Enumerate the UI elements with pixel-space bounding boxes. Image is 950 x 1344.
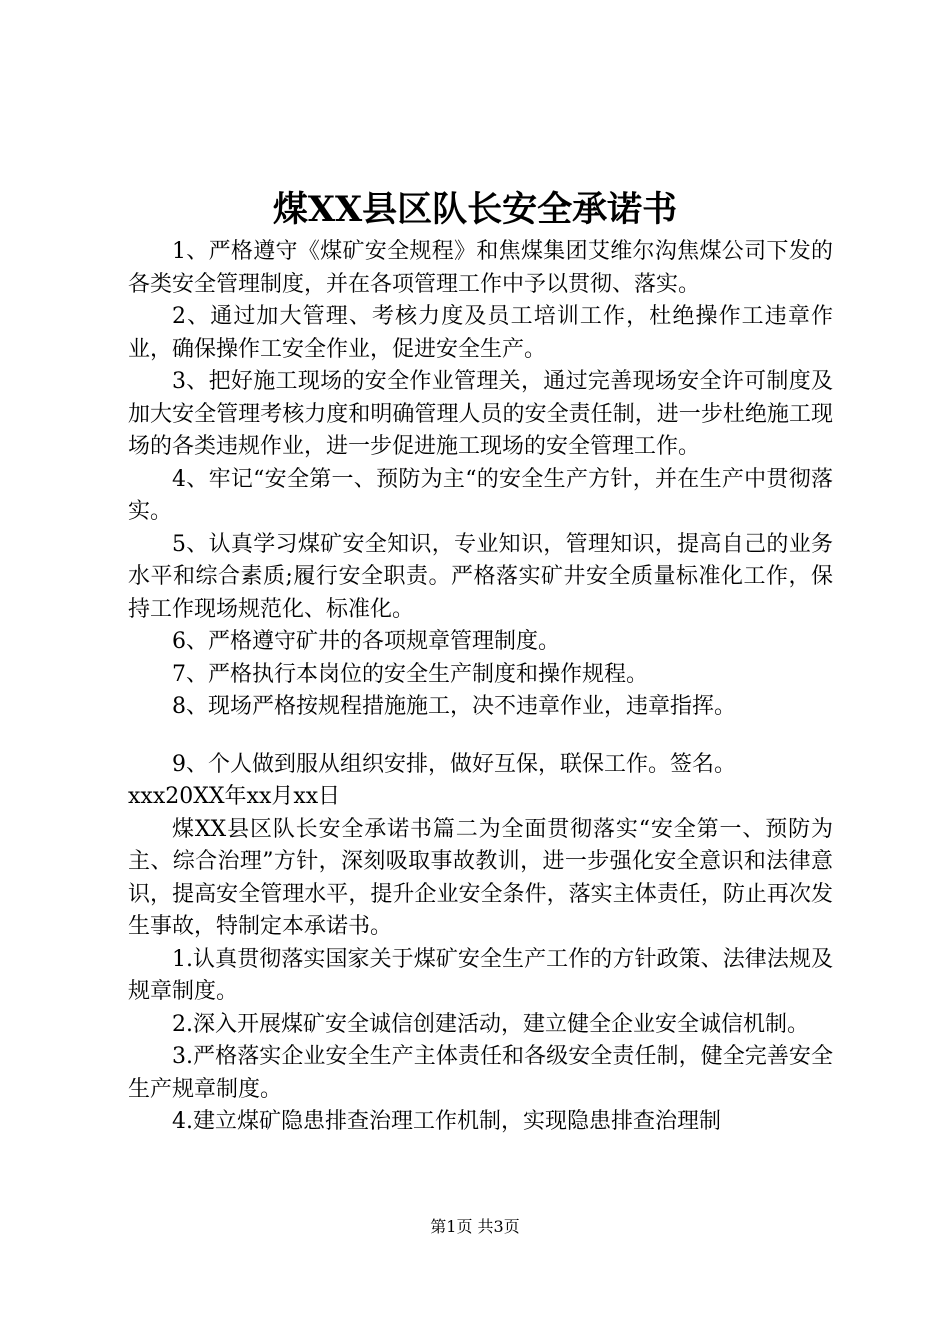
paragraph-8: 8、现场严格按规程措施施工，决不违章作业，违章指挥。 bbox=[172, 694, 736, 719]
paragraph-3: 3、把好施工现场的安全作业管理关，通过完善现场安全许可制度及加大安全管理考核力度和明确管理人员的安全责任制，进一步杜绝施工现场的各类违规作业，进一步促进施工现场的安全管理工作。 bbox=[128, 369, 833, 459]
paragraph-2: 2、通过加大管理、考核力度及员工培训工作，杜绝操作工违章作业，确保操作工安全作业，促进安全生产。 bbox=[128, 304, 833, 362]
paragraph-6: 6、严格遵守矿井的各项规章管理制度。 bbox=[172, 629, 560, 654]
page-title: 煤XX县区队长安全承诺书 bbox=[272, 189, 678, 230]
paragraph-9: 9、个人做到服从组织安排，做好互保，联保工作。签名。 bbox=[172, 751, 736, 777]
page-footer: 第1页 共3页 bbox=[430, 1217, 520, 1236]
paragraph-commit-3: 3.严格落实企业安全生产主体责任和各级安全责任制，健全完善安全生产规章制度。 bbox=[128, 1044, 833, 1102]
paragraph-commit-2: 2.深入开展煤矿安全诚信创建活动，建立健全企业安全诚信机制。 bbox=[172, 1011, 809, 1037]
paragraph-5: 5、认真学习煤矿安全知识，专业知识，管理知识，提高自己的业务水平和综合素质;履行安全职责。严格落实矿井安全质量标准化工作，保持工作现场规范化、标准化。 bbox=[128, 531, 833, 622]
paragraph-4: 4、牢记“安全第一、预防为主“的安全生产方针，并在生产中贯彻落实。 bbox=[128, 466, 833, 524]
paragraph-part-two-intro: 煤XX县区队长安全承诺书篇二为全面贯彻落实“安全第一、预防为主、综合治理”方针，深刻吸取事故教训，进一步强化安全意识和法律意识，提高安全管理水平，提升企业安全条件，落实主体责任，防止再次发生事故，特制定本承诺书。 bbox=[128, 816, 833, 939]
paragraph-7: 7、严格执行本岗位的安全生产制度和操作规程。 bbox=[172, 661, 648, 687]
signature-date: xxx20XX年xx月xx日 bbox=[128, 784, 341, 809]
paragraph-commit-1: 1.认真贯彻落实国家关于煤矿安全生产工作的方针政策、法律法规及规章制度。 bbox=[128, 946, 833, 1004]
paragraph-1: 1、严格遵守《煤矿安全规程》和焦煤集团艾维尔沟焦煤公司下发的各类安全管理制度，并在各项管理工作中予以贯彻、落实。 bbox=[128, 239, 833, 297]
document-body bbox=[128, 236, 833, 1139]
paragraph-commit-4: 4.建立煤矿隐患排查治理工作机制，实现隐患排查治理制 bbox=[172, 1109, 721, 1134]
